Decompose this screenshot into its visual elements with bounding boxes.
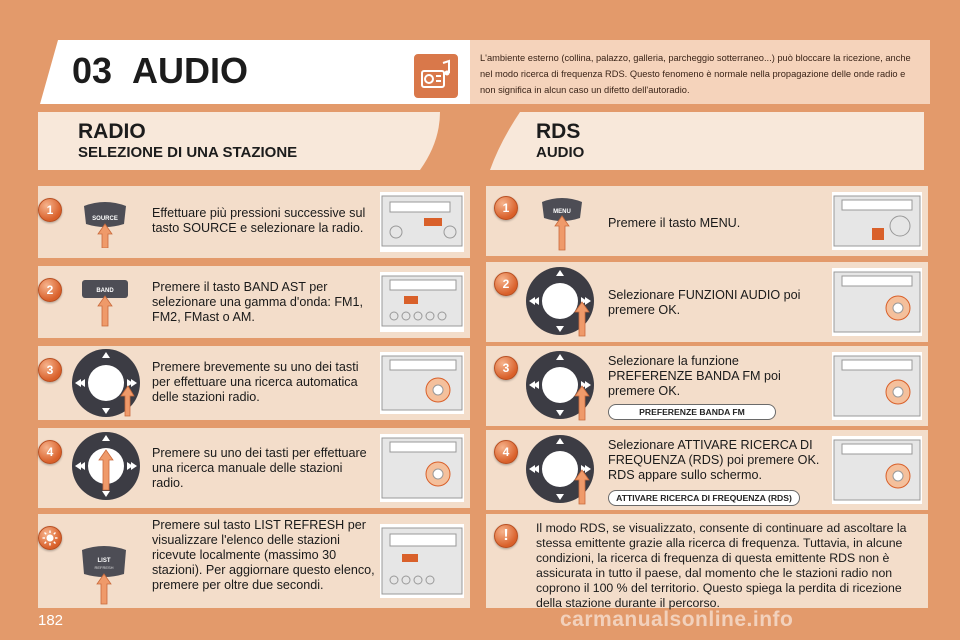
button-caption-line-2: REFRESH bbox=[94, 565, 114, 570]
band-button-icon bbox=[80, 278, 130, 328]
step-text: Premere il tasto BAND AST per selezionare una gamma d'onda: FM1, FM2, FMast o AM. bbox=[152, 280, 364, 324]
step-badge: 3 bbox=[38, 358, 62, 382]
navigation-dial-icon bbox=[522, 348, 598, 424]
page-number: 182 bbox=[38, 612, 64, 629]
menu-button-icon bbox=[538, 194, 586, 252]
step-text: Premere brevemente su uno dei tasti per effettuare una ricerca automatica delle stazioni radio. bbox=[152, 360, 359, 404]
step-text: Selezionare ATTIVARE RICERCA DI FREQUENZA (RDS) poi premere OK. RDS appare sullo schermo. bbox=[608, 438, 820, 482]
step-text: Premere su uno dei tasti per effettuare una ricerca manuale delle stazioni radio. bbox=[152, 446, 367, 490]
source-button-icon bbox=[80, 198, 130, 248]
radio-faceplate-image bbox=[380, 272, 464, 332]
navigation-dial-icon bbox=[68, 346, 144, 420]
left-tip bbox=[38, 514, 470, 608]
right-step-3 bbox=[486, 346, 928, 426]
right-step-4 bbox=[486, 430, 928, 510]
display-preferenze-banda-fm: PREFERENZE BANDA FM bbox=[608, 404, 776, 420]
step-badge: 4 bbox=[494, 440, 518, 464]
step-badge: 4 bbox=[38, 440, 62, 464]
note-text: Il modo RDS, se visualizzato, consente di continuare ad ascoltare la stessa emittente grazie alla ricerca di frequenza. Tuttavia, in alcune condizioni, la ricerca di frequenza di questa emittente RDS non è assicurata in tutto il paese, dal momento che le stazioni radio non coprono il 100 % del territorio. Questo spiega la perdita di ricezione della stazione durante il percorso. bbox=[536, 521, 907, 610]
left-step-2 bbox=[38, 266, 470, 338]
button-caption-line-1: LIST bbox=[97, 558, 111, 564]
right-step-1 bbox=[486, 186, 928, 256]
display-attivare-ricerca-rds: ATTIVARE RICERCA DI FREQUENZA (RDS) bbox=[608, 490, 800, 506]
chapter-number: 03 bbox=[72, 50, 113, 91]
radio-faceplate-image bbox=[380, 192, 464, 252]
button-caption: MENU bbox=[553, 209, 571, 215]
step-text: Selezionare FUNZIONI AUDIO poi premere OK. bbox=[608, 288, 801, 317]
step-badge: 2 bbox=[38, 278, 62, 302]
radio-faceplate-image bbox=[380, 352, 464, 414]
step-badge: 1 bbox=[38, 198, 62, 222]
tip-text: Premere sul tasto LIST REFRESH per visualizzare l'elenco delle stazioni ricevute localmente (massimo 30 stazioni). Per aggiornare questo elenco, premere per oltre due secondi. bbox=[152, 518, 375, 592]
radio-faceplate-image bbox=[380, 434, 464, 502]
step-text: Premere il tasto MENU. bbox=[608, 216, 741, 230]
step-text: Effettuare più pressioni successive sul tasto SOURCE e selezionare la radio. bbox=[152, 206, 366, 235]
step-badge: 3 bbox=[494, 356, 518, 380]
right-section-subtitle: AUDIO bbox=[536, 144, 585, 161]
watermark: carmanualsonline.info bbox=[560, 608, 794, 631]
lightbulb-icon bbox=[38, 526, 62, 550]
step-badge: 1 bbox=[494, 196, 518, 220]
warning-exclamation-icon: ! bbox=[494, 524, 518, 548]
chapter-title: AUDIO bbox=[132, 50, 248, 91]
radio-faceplate-image bbox=[832, 436, 922, 504]
left-step-1 bbox=[38, 186, 470, 258]
right-step-2 bbox=[486, 262, 928, 342]
radio-faceplate-image bbox=[832, 268, 922, 336]
radio-faceplate-image bbox=[832, 192, 922, 250]
intro-text: L'ambiente esterno (collina, palazzo, galleria, parcheggio sotterraneo...) può bloccare la ricezione, anche nel modo ricerca di frequenza RDS. Questo fenomeno è normale nella propagazione delle onde radio e non significa in alcun caso un difetto dell'autoradio. bbox=[480, 53, 911, 95]
left-section-subtitle: SELEZIONE DI UNA STAZIONE bbox=[78, 144, 298, 161]
right-section-title: RDS bbox=[536, 120, 581, 143]
left-step-3 bbox=[38, 346, 470, 420]
button-caption: SOURCE bbox=[92, 216, 118, 222]
step-badge: 2 bbox=[494, 272, 518, 296]
radio-faceplate-image bbox=[380, 524, 464, 598]
navigation-dial-icon bbox=[522, 432, 598, 508]
left-section-title: RADIO bbox=[78, 120, 146, 143]
radio-faceplate-image bbox=[832, 352, 922, 420]
step-text: Selezionare la funzione PREFERENZE BANDA FM poi premere OK. bbox=[608, 354, 781, 398]
button-caption: BAND bbox=[96, 288, 114, 294]
navigation-dial-icon bbox=[522, 264, 598, 340]
radio-music-icon bbox=[412, 52, 460, 100]
navigation-dial-icon bbox=[68, 430, 144, 506]
list-refresh-button-icon bbox=[76, 540, 132, 606]
left-step-4 bbox=[38, 428, 470, 508]
